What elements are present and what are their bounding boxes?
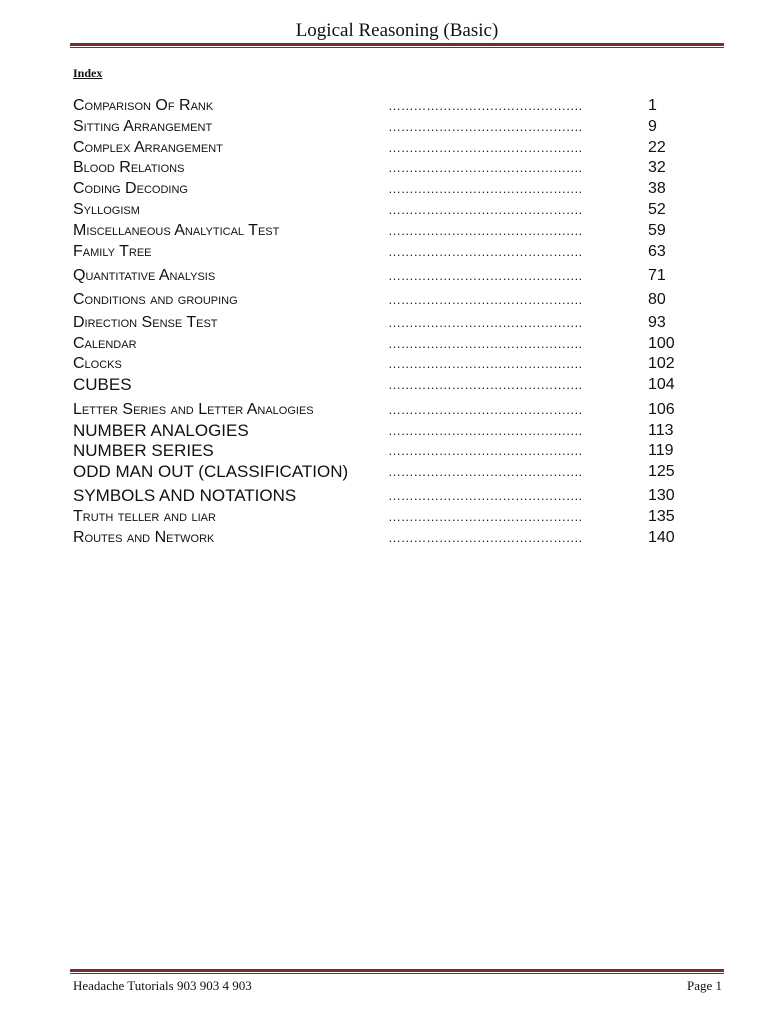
toc-entry-title: Routes and Network — [73, 529, 215, 546]
toc-entry-title: Quantitative Analysis — [73, 267, 216, 284]
toc-entry-title: Calendar — [73, 335, 137, 352]
toc-entry — [0, 354, 768, 376]
toc-entry — [0, 486, 768, 508]
toc-entry-leader: ………………………………………. — [388, 356, 582, 371]
toc-entry — [0, 290, 768, 312]
toc-entry-page: 102 — [648, 355, 675, 372]
toc-entry-leader: ………………………………………. — [388, 530, 582, 545]
toc-entry-leader: ………………………………………. — [388, 336, 582, 351]
toc-entry — [0, 221, 768, 243]
toc-entry-title: Complex Arrangement — [73, 139, 223, 156]
toc-entry-title: Miscellaneous Analytical Test — [73, 222, 280, 239]
toc-entry-title: NUMBER SERIES — [73, 441, 214, 460]
toc-entry — [0, 400, 768, 422]
toc-entry — [0, 441, 768, 463]
toc-entry — [0, 242, 768, 264]
toc-entry-leader: ………………………………………. — [388, 268, 582, 283]
toc-entry — [0, 117, 768, 139]
toc-entry-page: 106 — [648, 401, 675, 418]
toc-entry-leader: ………………………………………. — [388, 202, 582, 217]
toc-entry-leader: ………………………………………. — [388, 98, 582, 113]
toc-entry-page: 104 — [648, 376, 675, 393]
toc-entry-leader: ………………………………………. — [388, 223, 582, 238]
toc-entry-page: 59 — [648, 222, 666, 239]
toc-entry-page: 140 — [648, 529, 675, 546]
toc-entry-title: Blood Relations — [73, 159, 185, 176]
toc-entry-leader: ………………………………………. — [388, 509, 582, 524]
toc-entry-title: Letter Series and Letter Analogies — [73, 401, 314, 418]
toc-entry — [0, 200, 768, 222]
toc-entry-page: 113 — [648, 422, 674, 439]
toc-entry — [0, 462, 768, 484]
toc-entry-title: Clocks — [73, 355, 122, 372]
toc-entry-page: 71 — [648, 267, 666, 284]
toc-entry-title: ODD MAN OUT (CLASSIFICATION) — [73, 462, 349, 481]
toc-entry — [0, 138, 768, 160]
footer-page-number: Page 1 — [686, 978, 722, 993]
toc-entry-page: 119 — [648, 442, 674, 459]
toc-entry-title: CUBES — [73, 375, 132, 394]
toc-entry-page: 135 — [648, 508, 675, 525]
toc-entry — [0, 421, 768, 443]
toc-entry-leader: ………………………………………. — [388, 292, 582, 307]
toc-entry-page: 130 — [648, 487, 675, 504]
toc-entry-leader: ………………………………………. — [388, 402, 582, 417]
toc-entry-title: Coding Decoding — [73, 180, 188, 197]
toc-entry-page: 100 — [648, 335, 675, 352]
toc-entry — [0, 158, 768, 180]
toc-entry-leader: ………………………………………. — [388, 464, 582, 479]
toc-entry-title: Truth teller and liar — [73, 508, 216, 525]
toc-entry-page: 32 — [648, 159, 666, 176]
header-rule — [70, 43, 724, 48]
toc-entry-page: 63 — [648, 243, 666, 260]
toc-entry-page: 38 — [648, 180, 666, 197]
toc-entry — [0, 313, 768, 335]
toc-entry-leader: ………………………………………. — [388, 140, 582, 155]
toc-entry-title: Comparison Of Rank — [73, 97, 214, 114]
toc-entry — [0, 507, 768, 529]
toc-entry-leader: ………………………………………. — [388, 315, 582, 330]
toc-entry-leader: ………………………………………. — [388, 423, 582, 438]
toc-entry-title: Conditions and grouping — [73, 291, 238, 308]
toc-entry-page: 125 — [648, 463, 675, 480]
toc-entry — [0, 179, 768, 201]
toc-entry — [0, 96, 768, 118]
page-header-title: Logical Reasoning (Basic) — [295, 20, 499, 41]
footer-publisher: Headache Tutorials 903 903 4 903 — [73, 978, 252, 993]
toc-entry-page: 80 — [648, 291, 666, 308]
toc-entry-leader: ………………………………………. — [388, 244, 582, 259]
toc-entry-leader: ………………………………………. — [388, 160, 582, 175]
toc-entry-page: 1 — [648, 97, 657, 114]
toc-entry-leader: ………………………………………. — [388, 181, 582, 196]
toc-entry-leader: ………………………………………. — [388, 443, 582, 458]
toc-entry-leader: ………………………………………. — [388, 377, 582, 392]
toc-entry-title: Syllogism — [73, 201, 140, 218]
toc-entry — [0, 528, 768, 550]
toc-entry-title: Family Tree — [73, 243, 152, 260]
toc-entry-leader: ………………………………………. — [388, 488, 582, 503]
toc-entry-page: 22 — [648, 139, 666, 156]
toc-entry-leader: ………………………………………. — [388, 119, 582, 134]
toc-entry-page: 9 — [648, 118, 657, 135]
index-heading: Index — [73, 66, 103, 80]
toc-entry-page: 93 — [648, 314, 666, 331]
toc-entry-title: Sitting Arrangement — [73, 118, 213, 135]
toc-entry-title: SYMBOLS AND NOTATIONS — [73, 486, 297, 505]
footer-rule — [70, 969, 724, 974]
toc-entry-title: NUMBER ANALOGIES — [73, 421, 249, 440]
toc-entry-page: 52 — [648, 201, 666, 218]
toc-entry-title: Direction Sense Test — [73, 314, 218, 331]
toc-entry — [0, 334, 768, 356]
toc-entry — [0, 375, 768, 397]
toc-entry — [0, 266, 768, 288]
